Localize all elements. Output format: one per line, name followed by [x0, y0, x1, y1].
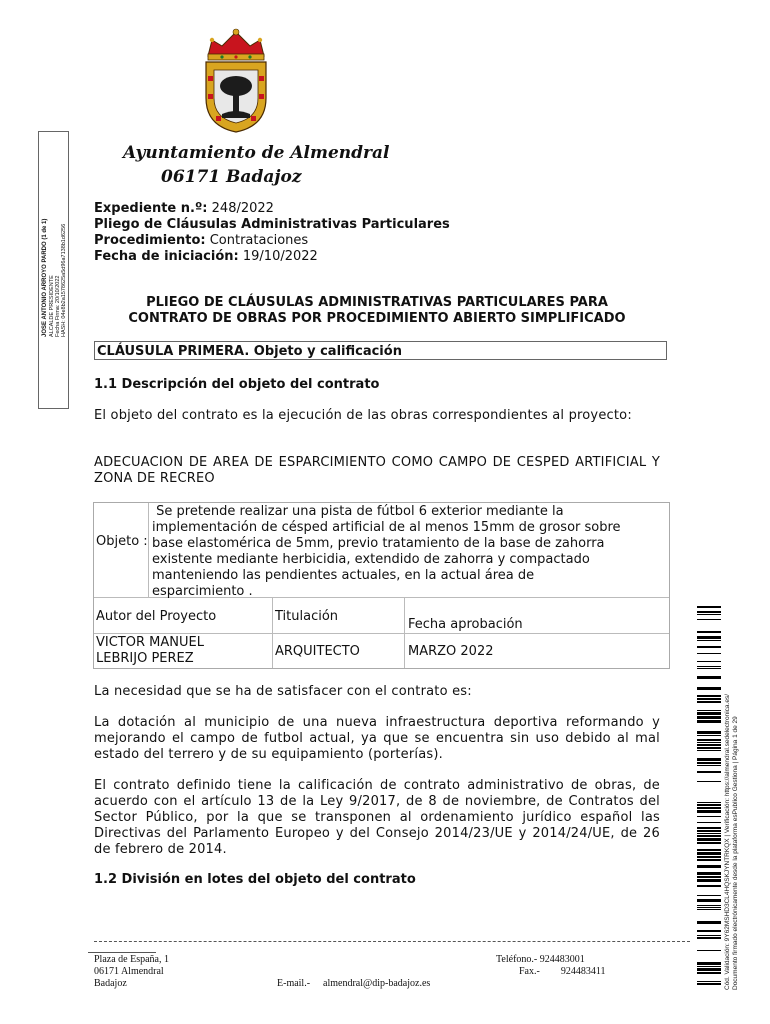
section-heading-1-2: 1.2 División en lotes del objeto del contrato [94, 872, 416, 887]
verification-code: Cód. Validación: 9Y62MSHD3CL4HQSKJYNTRKQX | Verificación: https://almendral.sedelectronica.es/ [724, 693, 731, 990]
footer-address-2: 06171 Almendral [94, 966, 164, 977]
town-postal: 06171 Badajoz [161, 167, 302, 187]
fax-value: 924483411 [560, 966, 606, 977]
signature-hash: HASH: 04e8b2a1578625a5d96a7138b1d6256 [61, 223, 67, 337]
signature-stamp [38, 131, 69, 409]
fecha-value: 19/10/2022 [242, 249, 318, 264]
verification-document: Documento firmado electrónicamente desde la plataforma esPublico Gestiona | Página 1 de 29 [732, 716, 739, 990]
expediente-value: 248/2022 [211, 201, 274, 216]
signature-role: ALCALDE PRESIDENTE [49, 275, 55, 337]
fax-label: Fax.- [519, 966, 540, 977]
document-title-line2: CONTRATO DE OBRAS POR PROCEDIMIENTO ABIERTO SIMPLIFICADO [128, 311, 626, 326]
footer-divider-short [88, 952, 156, 953]
pliego-line [94, 217, 450, 233]
value-titulacion: ARQUITECTO [275, 644, 360, 659]
objeto-line: manteniendo las pendientes actuales, en la actual área de [152, 568, 535, 583]
objeto-line: implementación de césped artificial de al menos 15mm de grosor sobre [152, 520, 621, 535]
objeto-description [152, 504, 667, 600]
objeto-label: Objeto : [96, 534, 148, 549]
footer-divider [94, 941, 690, 942]
document-title-line1: PLIEGO DE CLÁUSULAS ADMINISTRATIVAS PARTICULARES PARA [146, 295, 608, 310]
footer-phone [496, 954, 585, 966]
header-titulacion: Titulación [275, 609, 339, 624]
pliego-label: Pliego de Cláusulas Administrativas Particulares [94, 217, 450, 232]
objeto-line: existente mediante herbicidia, extendido de zahorra y compactado [152, 552, 590, 567]
value-autor-2: LEBRIJO PEREZ [96, 651, 194, 666]
footer-address-3: Badajoz [94, 978, 127, 989]
phone-label: Teléfono.- [496, 954, 538, 965]
procedimiento-value: Contrataciones [209, 233, 309, 248]
clause-heading: CLÁUSULA PRIMERA. Objeto y calificación [94, 341, 667, 360]
objeto-line: base elastomérica de 5mm, previo tratamiento de la base de zahorra [152, 536, 605, 551]
header-fecha: Fecha aprobación [408, 617, 523, 632]
expediente-line [94, 201, 274, 217]
footer-email [277, 978, 430, 990]
procedimiento-line [94, 233, 308, 249]
email-label: E-mail.- [277, 978, 311, 989]
paragraph-calificacion: El contrato definido tiene la calificación de contrato administrativo de obras, de acuerdo con el artículo 13 de la Ley 9/2017, de 8 de noviembre, de Contratos del Sector Público, por la que se transponen al ordenamiento jurídico español las Directivas del Parlamento Europeo y del Consejo 2014/23/UE y 2014/24/UE, de 26 de febrero de 2014. [94, 778, 660, 857]
project-table [93, 502, 670, 669]
section-heading-1-1: 1.1 Descripción del objeto del contrato [94, 377, 380, 392]
email-value[interactable]: almendral@dip-badajoz.es [323, 978, 431, 989]
value-fecha: MARZO 2022 [408, 644, 494, 659]
paragraph-objeto: El objeto del contrato es la ejecución de las obras correspondientes al proyecto: [94, 408, 632, 423]
paragraph-dotacion: La dotación al municipio de una nueva infraestructura deportiva reformando y mejorando el campo de futbol actual, ya que se encuentra sin uso debido al mal estado del terrero y de su equipamiento (porterías). [94, 715, 660, 762]
paragraph-project: ADECUACION DE AREA DE ESPARCIMIENTO COMO CAMPO DE CESPED ARTIFICIAL Y ZONA DE RECREO [94, 455, 660, 486]
header-autor: Autor del Proyecto [96, 609, 217, 624]
expediente-label: Expediente n.º: [94, 201, 208, 216]
barcode [697, 606, 721, 988]
objeto-line: Se pretende realizar una pista de fútbol 6 exterior mediante la [152, 504, 564, 519]
fecha-line [94, 249, 318, 265]
town-name: Ayuntamiento de Almendral [123, 143, 390, 163]
signature-date: Fecha Firma: 20/10/2022 [55, 275, 61, 337]
procedimiento-label: Procedimiento: [94, 233, 206, 248]
paragraph-necesidad: La necesidad que se ha de satisfacer con el contrato es: [94, 684, 472, 699]
phone-value: 924483001 [539, 954, 585, 965]
coat-of-arms-logo [200, 26, 272, 134]
fecha-label: Fecha de iniciación: [94, 249, 239, 264]
signature-signer: JOSE ANTONIO ARROYO PARDO (1 de 1) [42, 218, 48, 337]
objeto-line: esparcimiento . [152, 584, 253, 599]
value-autor-1: VICTOR MANUEL [96, 635, 204, 650]
footer-address-1: Plaza de España, 1 [94, 954, 169, 965]
footer-fax [519, 966, 605, 978]
